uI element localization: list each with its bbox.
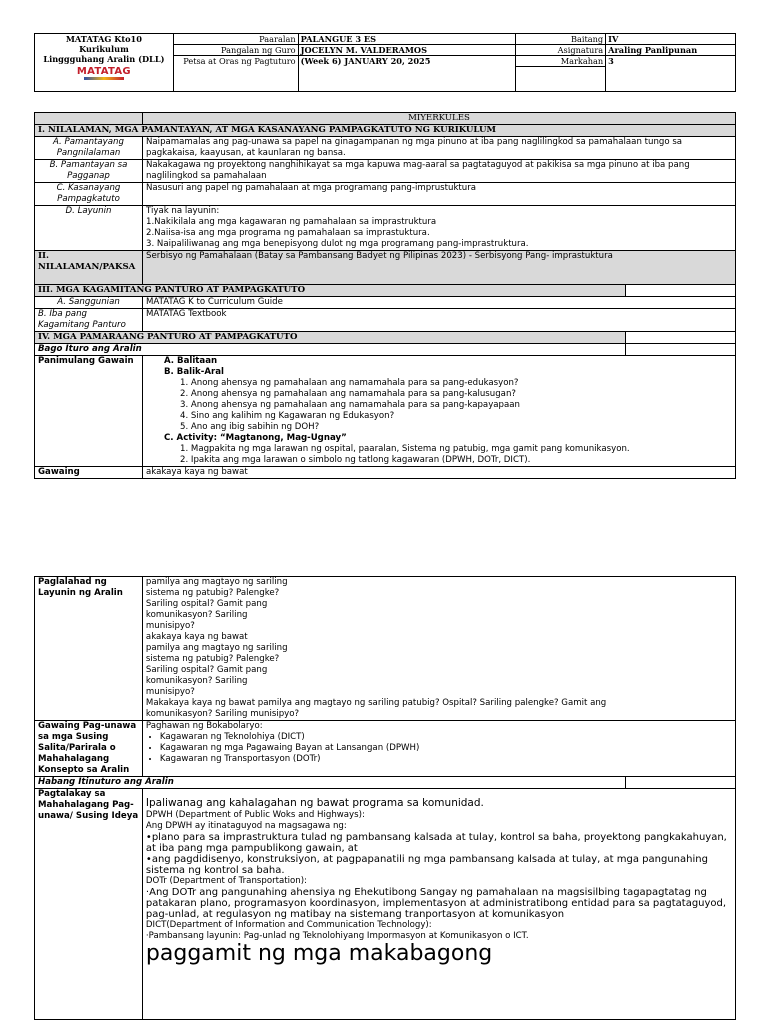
- paglalahad-line: Sariling ospital? Gamit pang: [145, 665, 268, 675]
- baitang-label: Baitang: [516, 34, 606, 45]
- header-title-line-3: Linggguhang Aralin (DLL): [43, 54, 165, 64]
- layunin-line: 2.Naiisa-isa ang mga programa ng pamahalaan sa imprastuktura.: [145, 228, 430, 238]
- header-title-line-2: Kurikulum: [79, 44, 129, 54]
- layunin-line: 3. Naipaliliwanag ang mga benepisyong dulot ng mga programang pang-imprastruktura.: [145, 239, 529, 249]
- markahan-value: 3: [608, 56, 614, 66]
- day-corner: [35, 113, 143, 125]
- paglalahad-line: munisipyo?: [145, 621, 195, 631]
- paglalahad-line: akakaya kaya ng bawat: [145, 632, 248, 642]
- pagtalakay-text: [142, 789, 735, 1020]
- section-4-header: IV. MGA PAMARAANG PANTURO AT PAMPAGKATUTO: [35, 332, 626, 344]
- kasanayang-pampagkatuto-label: C. Kasanayang Pampagkatuto: [35, 183, 143, 206]
- bokabolaryo-list: [146, 732, 732, 765]
- balitaan-item: A. Balitaan: [163, 356, 218, 366]
- balik-aral-question: 1. Anong ahensya ng pamahalaan ang namamahala para sa pang-edukasyon?: [179, 378, 519, 388]
- paglalahad-line: sistema ng patubig? Palengke?: [145, 654, 280, 664]
- activity-item: C. Activity: “Magtanong, Mag-Ugnay”: [163, 433, 347, 443]
- markahan-label: Markahan: [516, 56, 606, 67]
- baitang-value: IV: [608, 34, 619, 44]
- petsa-label: Petsa at Oras ng Pagtuturo: [173, 56, 298, 92]
- pagtalakay-label: Pagtalakay sa Mahahalagang Pag-unawa/ Susing Ideya: [35, 789, 143, 1020]
- paglalahad-line: sistema ng patubig? Palengke?: [145, 588, 280, 598]
- balik-aral-item: B. Balik-Aral: [163, 367, 224, 377]
- pagtalakay-line: ·Ang DOTr ang pangunahing ahensiya ng Ehekutibong Sangay ng pamahalaan na magsisilbing tagapagtatag ng patakaran plano, programasyon koordinasyon, implementasyon at administratibong entidad para sa pagtataguyod, pag-unlad, at regulasyon ng matibay na sistemang tranportasyon at komunikasyon: [145, 887, 727, 920]
- paglalahad-line: komunikasyon? Sariling: [145, 610, 248, 620]
- panimulang-gawain-text: [142, 356, 735, 467]
- panimulang-gawain-label: Panimulang Gawain: [35, 356, 143, 467]
- pamantayang-pangnilalaman-label: A. Pamantayang Pangnilalaman: [35, 137, 143, 160]
- pagtalakay-intro: Ipaliwanag ang kahalagahan ng bawat programa sa komunidad.: [145, 797, 484, 809]
- gawaing-pag-unawa-label: Gawaing Pag-unawa sa mga Susing Salita/Parirala o Mahahalagang Konsepto sa Aralin: [35, 721, 143, 777]
- gawaing-label: Gawaing: [35, 467, 143, 479]
- markahan-label-spacer: [516, 67, 606, 92]
- layunin-line: Tiyak na layunin:: [145, 206, 220, 216]
- sanggunian-label: A. Sanggunian: [35, 297, 143, 309]
- list-item: • Kagawaran ng Transportasyon (DOTr): [160, 754, 732, 765]
- balik-aral-question: 4. Sino ang kalihim ng Kagawaran ng Edukasyon?: [179, 411, 395, 421]
- sanggunian-text: MATATAG K to Curriculum Guide: [142, 297, 735, 309]
- header-title-cell: [35, 34, 174, 92]
- activity-step: 2. Ipakita ang mga larawan o simbolo ng tatlong kagawaran (DPWH, DOTr, DICT).: [179, 455, 531, 465]
- asignatura-value: Araling Panlipunan: [608, 45, 698, 55]
- pagtalakay-big-line: paggamit ng mga makabagong: [145, 941, 493, 966]
- paglalahad-label: Paglalahad ng Layunin ng Aralin: [35, 577, 143, 721]
- day-header: MIYERKULES: [142, 113, 735, 125]
- pagtalakay-line: Ang DPWH ay itinataguyod na magsagawa ng:: [145, 821, 347, 831]
- pagtalakay-line: •ang pagdidisenyo, konstruksiyon, at pagpapanatili ng mga pambansang kalsada at tulay, at mga pangunahing sistema ng kontrol sa baha.: [145, 854, 708, 876]
- pagtalakay-line: DICT(Department of Information and Communication Technology):: [145, 920, 432, 930]
- section-3-header: III. MGA KAGAMITANG PANTURO AT PAMPAGKATUTO: [35, 285, 626, 297]
- paglalahad-line: komunikasyon? Sariling munisipyo?: [145, 709, 300, 719]
- petsa-value: (Week 6) JANUARY 20, 2025: [300, 56, 431, 66]
- layunin-label: D. Layunin: [35, 206, 143, 251]
- balik-aral-question: 5. Ano ang ibig sabihin ng DOH?: [179, 422, 320, 432]
- pagtalakay-line: DPWH (Department of Public Woks and Highways):: [145, 810, 365, 820]
- layunin-text: [142, 206, 735, 251]
- pamantayan-sa-pagganap-text: Nakakagawa ng proyektong nanghihikayat sa mga kapuwa mag-aaral sa pagtataguyod at pakikisa sa mga pinuno at iba pang naglilingkod sa pamahalaan: [142, 160, 735, 183]
- paglalahad-text: [142, 577, 735, 721]
- lesson-table-1: [34, 112, 736, 479]
- pagtalakay-line: DOTr (Department of Transportation):: [145, 876, 307, 886]
- guro-value: JOCELYN M. VALDERAMOS: [300, 45, 427, 55]
- list-item: • Kagawaran ng Teknolohiya (DICT): [160, 732, 732, 743]
- paglalahad-line: pamilya ang magtayo ng sariling: [145, 643, 288, 653]
- balik-aral-question: 3. Anong ahensya ng pamahalaan ang namamahala para sa pang-kapayapaan: [179, 400, 520, 410]
- pagtalakay-line: •plano para sa imprastruktura tulad ng pambansang kalsada at tulay, kontrol sa baha, proyektong pangkakahuyan, at iba pang mga pampublikong gawain, at: [145, 832, 727, 854]
- kasanayang-pampagkatuto-text: Nasusuri ang papel ng pamahalaan at mga programang pang-imprustuktura: [142, 183, 735, 206]
- header-table: [34, 33, 736, 92]
- section-4-blank: [626, 332, 736, 344]
- layunin-line: 1.Nakikilala ang mga kagawaran ng pamahalaan sa imprastruktura: [145, 217, 437, 227]
- matatag-logo-stripe: [84, 77, 124, 80]
- iba-pang-kagamitan-label: B. Iba pang Kagamitang Panturo: [35, 309, 143, 332]
- guro-label: Pangalan ng Guro: [173, 45, 298, 56]
- paaralan-value: PALANGUE 3 ES: [300, 34, 377, 44]
- section-3-blank: [626, 285, 736, 297]
- habang-itinuturo-blank: [626, 777, 736, 789]
- list-item: • Kagawaran ng mga Pagawaing Bayan at Lansangan (DPWH): [160, 743, 732, 754]
- header-title-line-1: MATATAG Kto10: [65, 34, 142, 44]
- paglalahad-line: Makakaya kaya ng bawat pamilya ang magtayo ng sariling patubig? Ospital? Sariling palengke? Gamit ang: [145, 698, 607, 708]
- paglalahad-line: Sariling ospital? Gamit pang: [145, 599, 268, 609]
- paaralan-label: Paaralan: [173, 34, 298, 45]
- bago-ituro-blank: [626, 344, 736, 356]
- activity-step: 1. Magpakita ng mga larawan ng ospital, paaralan, Sistema ng patubig, mga gamit pang komunikasyon.: [179, 444, 630, 454]
- paglalahad-line: munisipyo?: [145, 687, 195, 697]
- pagtalakay-line: ·Pambansang layunin: Pag-unlad ng Teknolohiyang Impormasyon at Komunikasyon o ICT.: [145, 931, 529, 941]
- paglalahad-line: pamilya ang magtayo ng sariling: [145, 577, 288, 587]
- paglalahad-line: komunikasyon? Sariling: [145, 676, 248, 686]
- gawaing-pag-unawa-text: [142, 721, 735, 777]
- asignatura-label: Asignatura: [516, 45, 606, 56]
- section-1-header: I. NILALAMAN, MGA PAMANTAYAN, AT MGA KASANAYANG PAMPAGKATUTO NG KURIKULUM: [35, 125, 736, 137]
- section-2-text: Serbisyo ng Pamahalaan (Batay sa Pambansang Badyet ng Pilipinas 2023) - Serbisyong Pang- imprastuktura: [142, 251, 735, 285]
- habang-itinuturo-label: Habang Itinuturo ang Aralin: [35, 777, 626, 789]
- section-2-header: II. NILALAMAN/PAKSA: [35, 251, 143, 285]
- lesson-table-2: [34, 576, 736, 1020]
- pamantayan-sa-pagganap-label: B. Pamantayan sa Pagganap: [35, 160, 143, 183]
- bokabolaryo-intro: Paghawan ng Bokabolaryo:: [145, 721, 263, 731]
- pamantayang-pangnilalaman-text: Naipamamalas ang pag-unawa sa papel na ginagampanan ng mga pinuno at iba pang naglilingkod sa pamahalaan tungo sa pagkakaisa, kaayusan, at kaunlaran ng bansa.: [142, 137, 735, 160]
- gawaing-text: akakaya kaya ng bawat: [142, 467, 735, 479]
- bago-ituro-label: Bago Ituro ang Aralin: [35, 344, 626, 356]
- iba-pang-kagamitan-text: MATATAG Textbook: [142, 309, 735, 332]
- balik-aral-question: 2. Anong ahensya ng pamahalaan ang namamahala para sa pang-kalusugan?: [179, 389, 516, 399]
- matatag-logo: MATATAG: [76, 66, 131, 77]
